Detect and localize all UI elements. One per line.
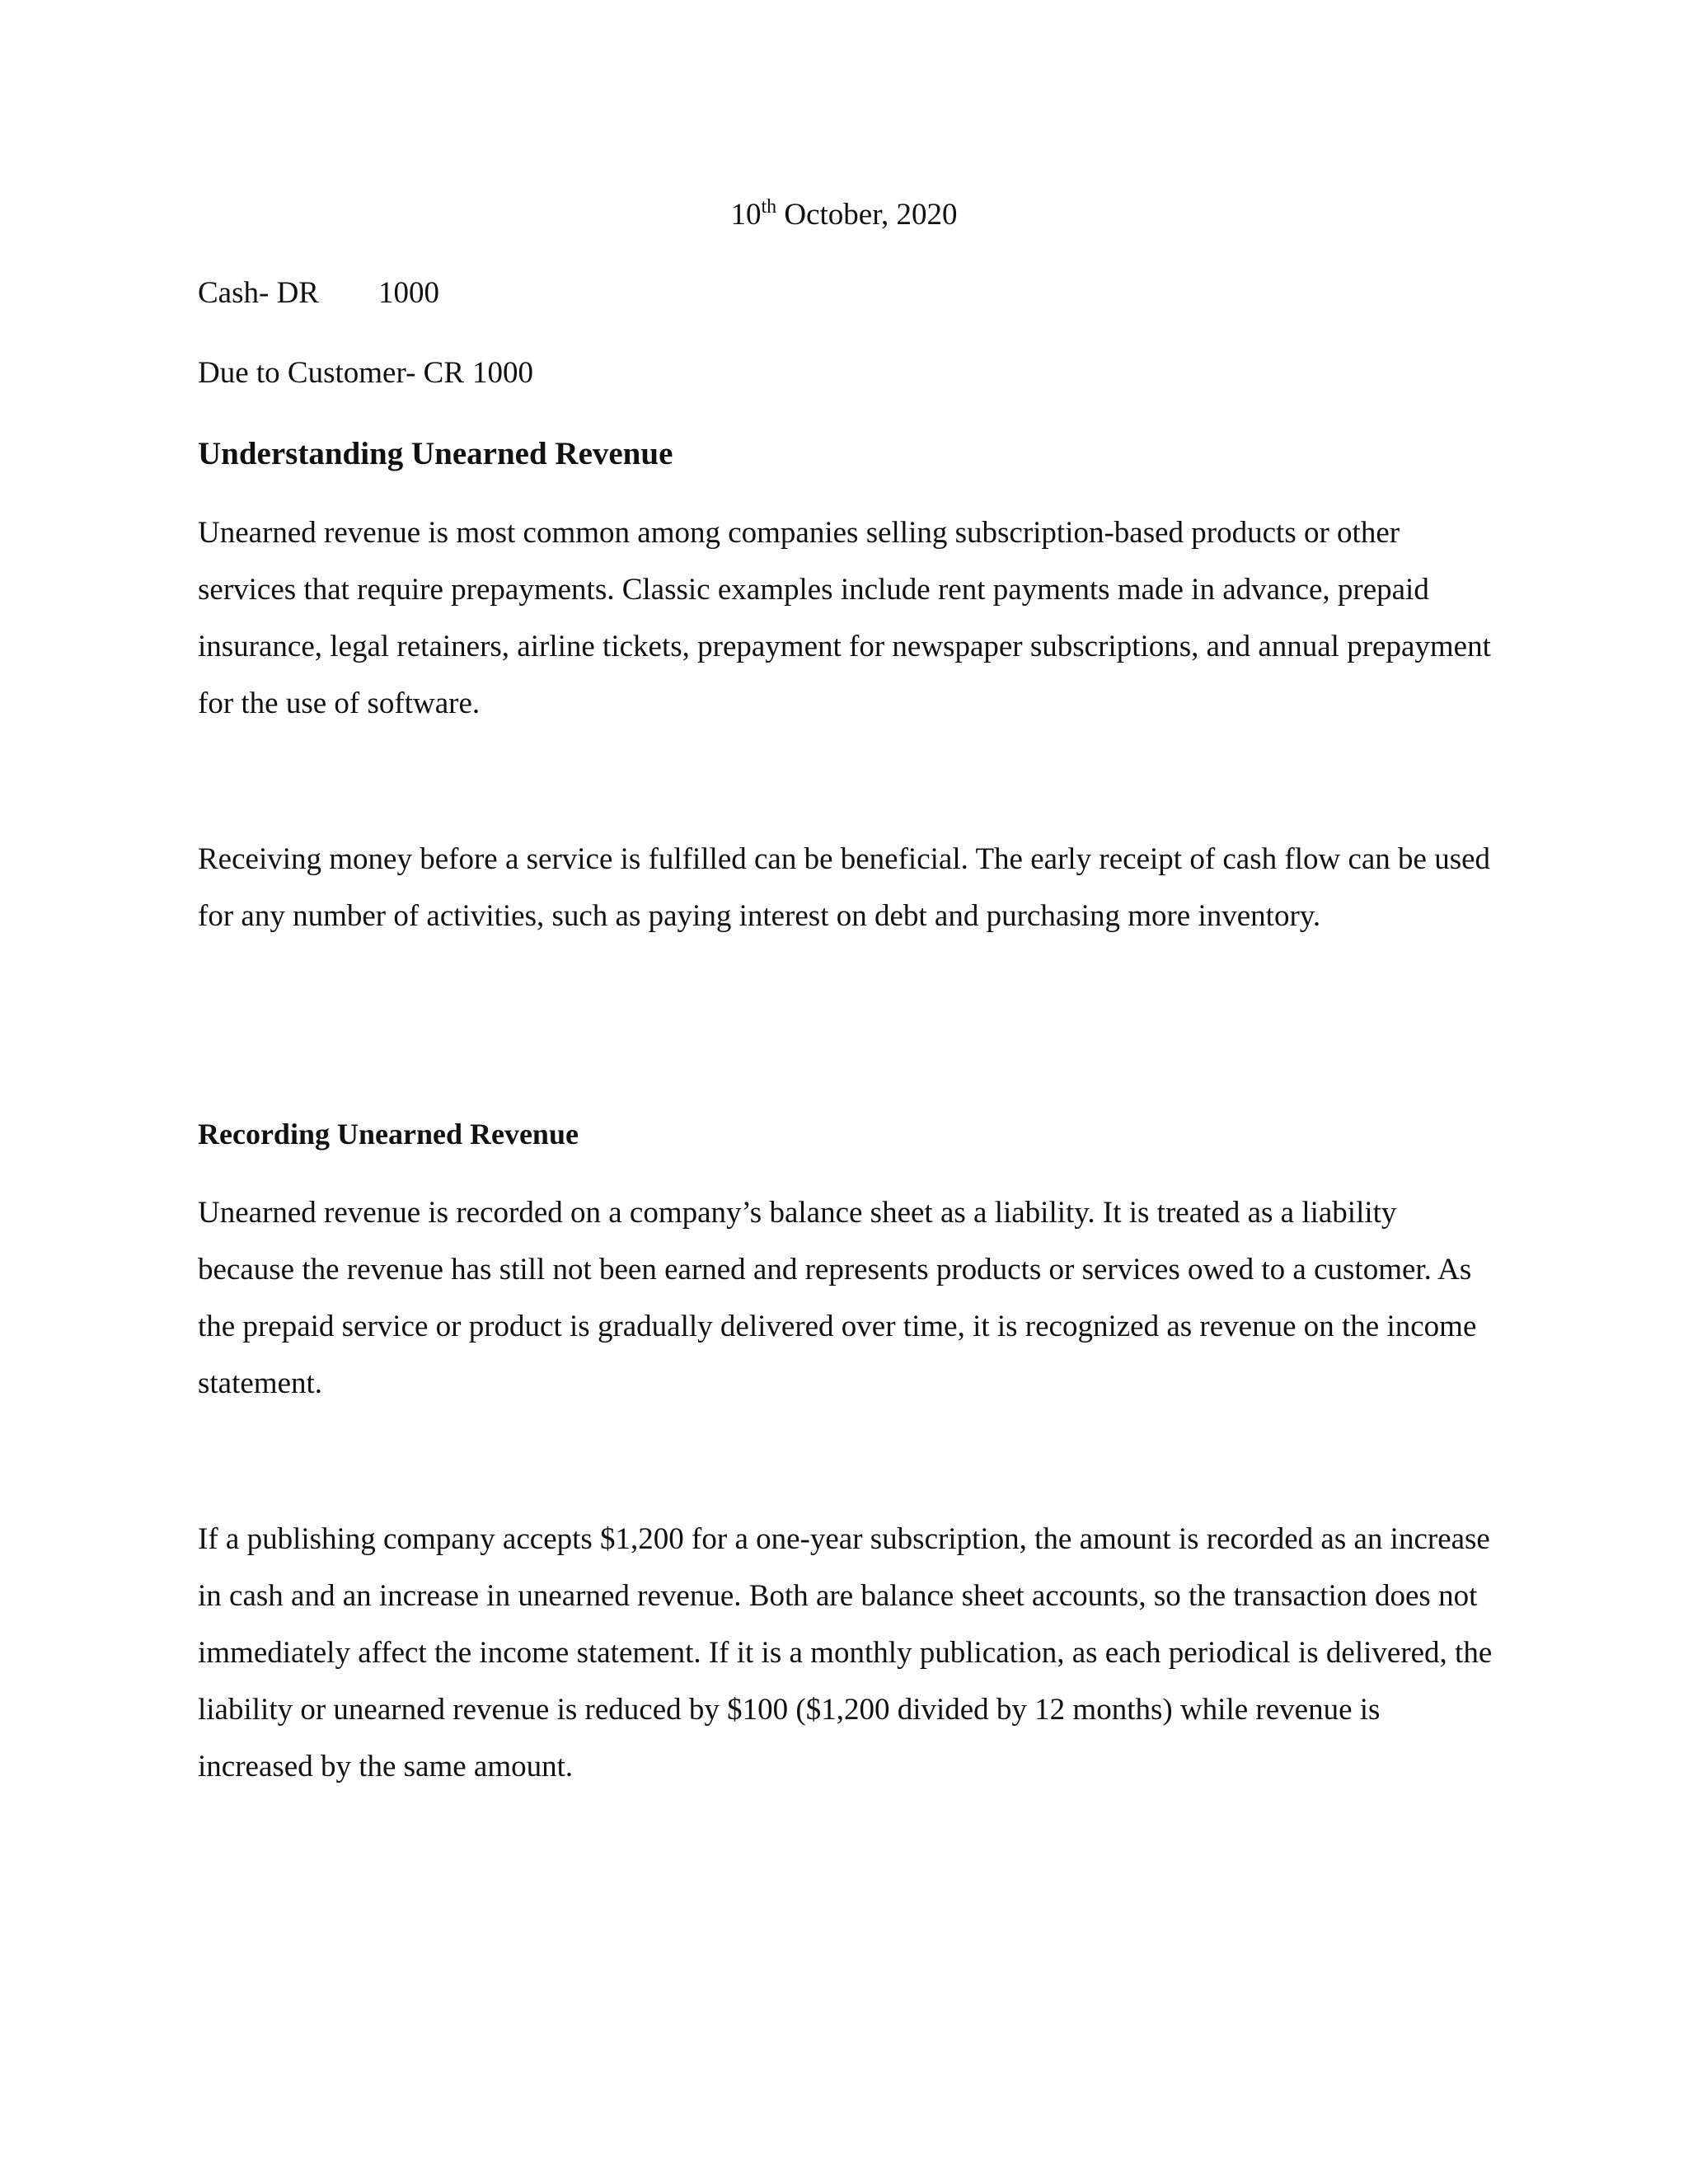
paragraph: Receiving money before a service is fulfilled can be beneficial. The early receipt of cash flow can be used for any number of activities, such as paying interest on debt and purchasing more inventory. <box>198 842 1491 933</box>
paragraph: Unearned revenue is most common among companies selling subscription-based products or other services that require prepayments. Classic examples include rent payments made in advance, prepaid insurance, legal retainers, airline tickets, prepayment for newspaper subscriptions, and annual prepayment for the use of software. <box>198 516 1491 720</box>
date-suffix: th <box>761 196 777 218</box>
entry-label: Cash- DR <box>198 276 319 310</box>
section-heading-recording: Recording Unearned Revenue <box>198 1118 579 1151</box>
section-heading-understanding: Understanding Unearned Revenue <box>198 436 673 471</box>
date-month-year: October, 2020 <box>776 198 958 232</box>
entry-amount: 1000 <box>377 276 439 310</box>
paragraph: If a publishing company accepts $1,200 for a one-year subscription, the amount is recorded as an increase in cash and an increase in unearned revenue. Both are balance sheet accounts, so the transaction does not immediately affect the income statement. If it is a monthly publication, as each periodical is delivered, the liability or unearned revenue is reduced by $100 ($1,200 divided by 12 months) while revenue is increased by the same amount. <box>198 1522 1493 1783</box>
journal-entry-credit <box>198 344 533 401</box>
entry-label: Due to Customer- CR <box>198 356 464 390</box>
entry-amount: 1000 <box>472 356 533 390</box>
paragraph: Unearned revenue is recorded on a company’s balance sheet as a liability. It is treated as a liability because the revenue has still not been earned and represents products or services owed to a customer. As the prepaid service or product is gradually delivered over time, it is recognized as revenue on the income statement. <box>198 1196 1477 1400</box>
date-day: 10 <box>730 198 762 232</box>
journal-entry-debit <box>198 265 439 321</box>
document-date <box>0 186 1688 243</box>
